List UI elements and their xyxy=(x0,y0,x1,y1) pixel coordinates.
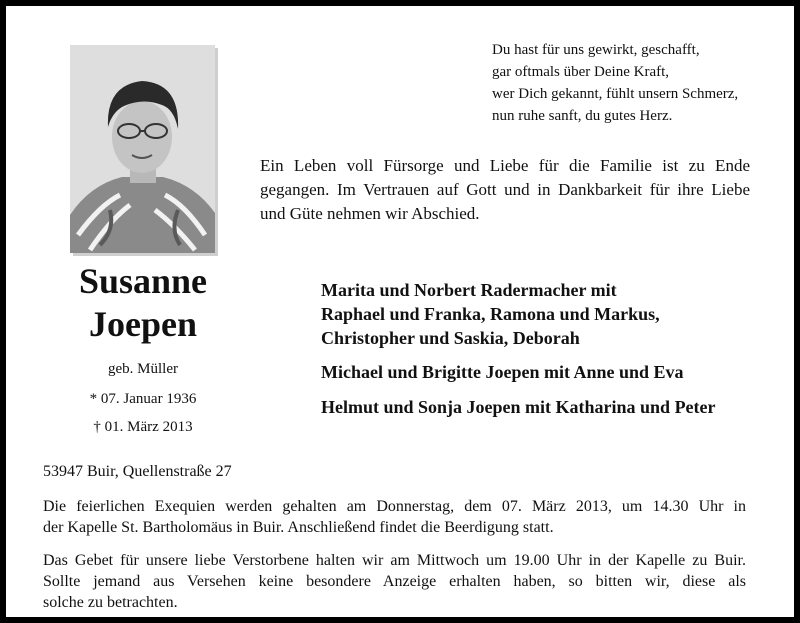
farewell-line: und Güte nehmen wir Abschied. xyxy=(260,204,480,223)
poem-line: wer Dich gekannt, fühlt unsern Schmerz, xyxy=(492,86,739,102)
prayer-line: solche zu betrachten. xyxy=(43,594,178,611)
portrait-photo xyxy=(70,45,215,253)
poem-line: Du hast für uns gewirkt, geschafft, xyxy=(492,42,700,58)
prayer-notice xyxy=(43,550,746,613)
prayer-line: Das Gebet für unsere liebe Verstorbene halten wir am Mittwoch um 19.00 Uhr in der Kapelle zu Buir. xyxy=(43,552,746,569)
portrait-illustration xyxy=(70,45,215,253)
family-group-radermacher xyxy=(321,278,660,350)
birth-date: * 07. Januar 1936 xyxy=(89,391,197,407)
exequies-line: der Kapelle St. Bartholomäus in Buir. Anschließend findet die Beerdigung statt. xyxy=(43,519,554,536)
poem-line: gar oftmals über Deine Kraft, xyxy=(492,64,670,80)
farewell-line: Ein Leben voll Fürsorge und Liebe für die Familie ist zu Ende xyxy=(260,156,750,175)
first-name: Susanne xyxy=(78,261,208,301)
birth-name: geb. Müller xyxy=(108,361,178,377)
farewell-text xyxy=(260,154,750,226)
address-line: 53947 Buir, Quellenstraße 27 xyxy=(43,463,232,480)
address xyxy=(43,461,746,482)
family-line: Raphael und Franka, Ramona und Markus, xyxy=(321,304,660,324)
family-group-helmut: Helmut und Sonja Joepen mit Katharina und Peter xyxy=(321,397,716,417)
death-date: † 01. März 2013 xyxy=(93,419,193,435)
farewell-line: gegangen. Im Vertrauen auf Gott und in Dankbarkeit für ihre Liebe xyxy=(260,180,750,199)
prayer-line: Sollte jemand aus Versehen keine besondere Anzeige erhalten haben, so bitten wir, diese als xyxy=(43,573,746,590)
poem xyxy=(492,39,738,127)
exequies-notice xyxy=(43,496,746,538)
poem-line: nun ruhe sanft, du gutes Herz. xyxy=(492,108,673,124)
last-name: Joepen xyxy=(89,304,197,344)
exequies-line: Die feierlichen Exequien werden gehalten am Donnerstag, dem 07. März 2013, um 14.30 Uhr in xyxy=(43,498,746,515)
family-line: Marita und Norbert Radermacher mit xyxy=(321,280,617,300)
family-group-michael: Michael und Brigitte Joepen mit Anne und Eva xyxy=(321,362,684,382)
family-line: Christopher und Saskia, Deborah xyxy=(321,328,580,348)
